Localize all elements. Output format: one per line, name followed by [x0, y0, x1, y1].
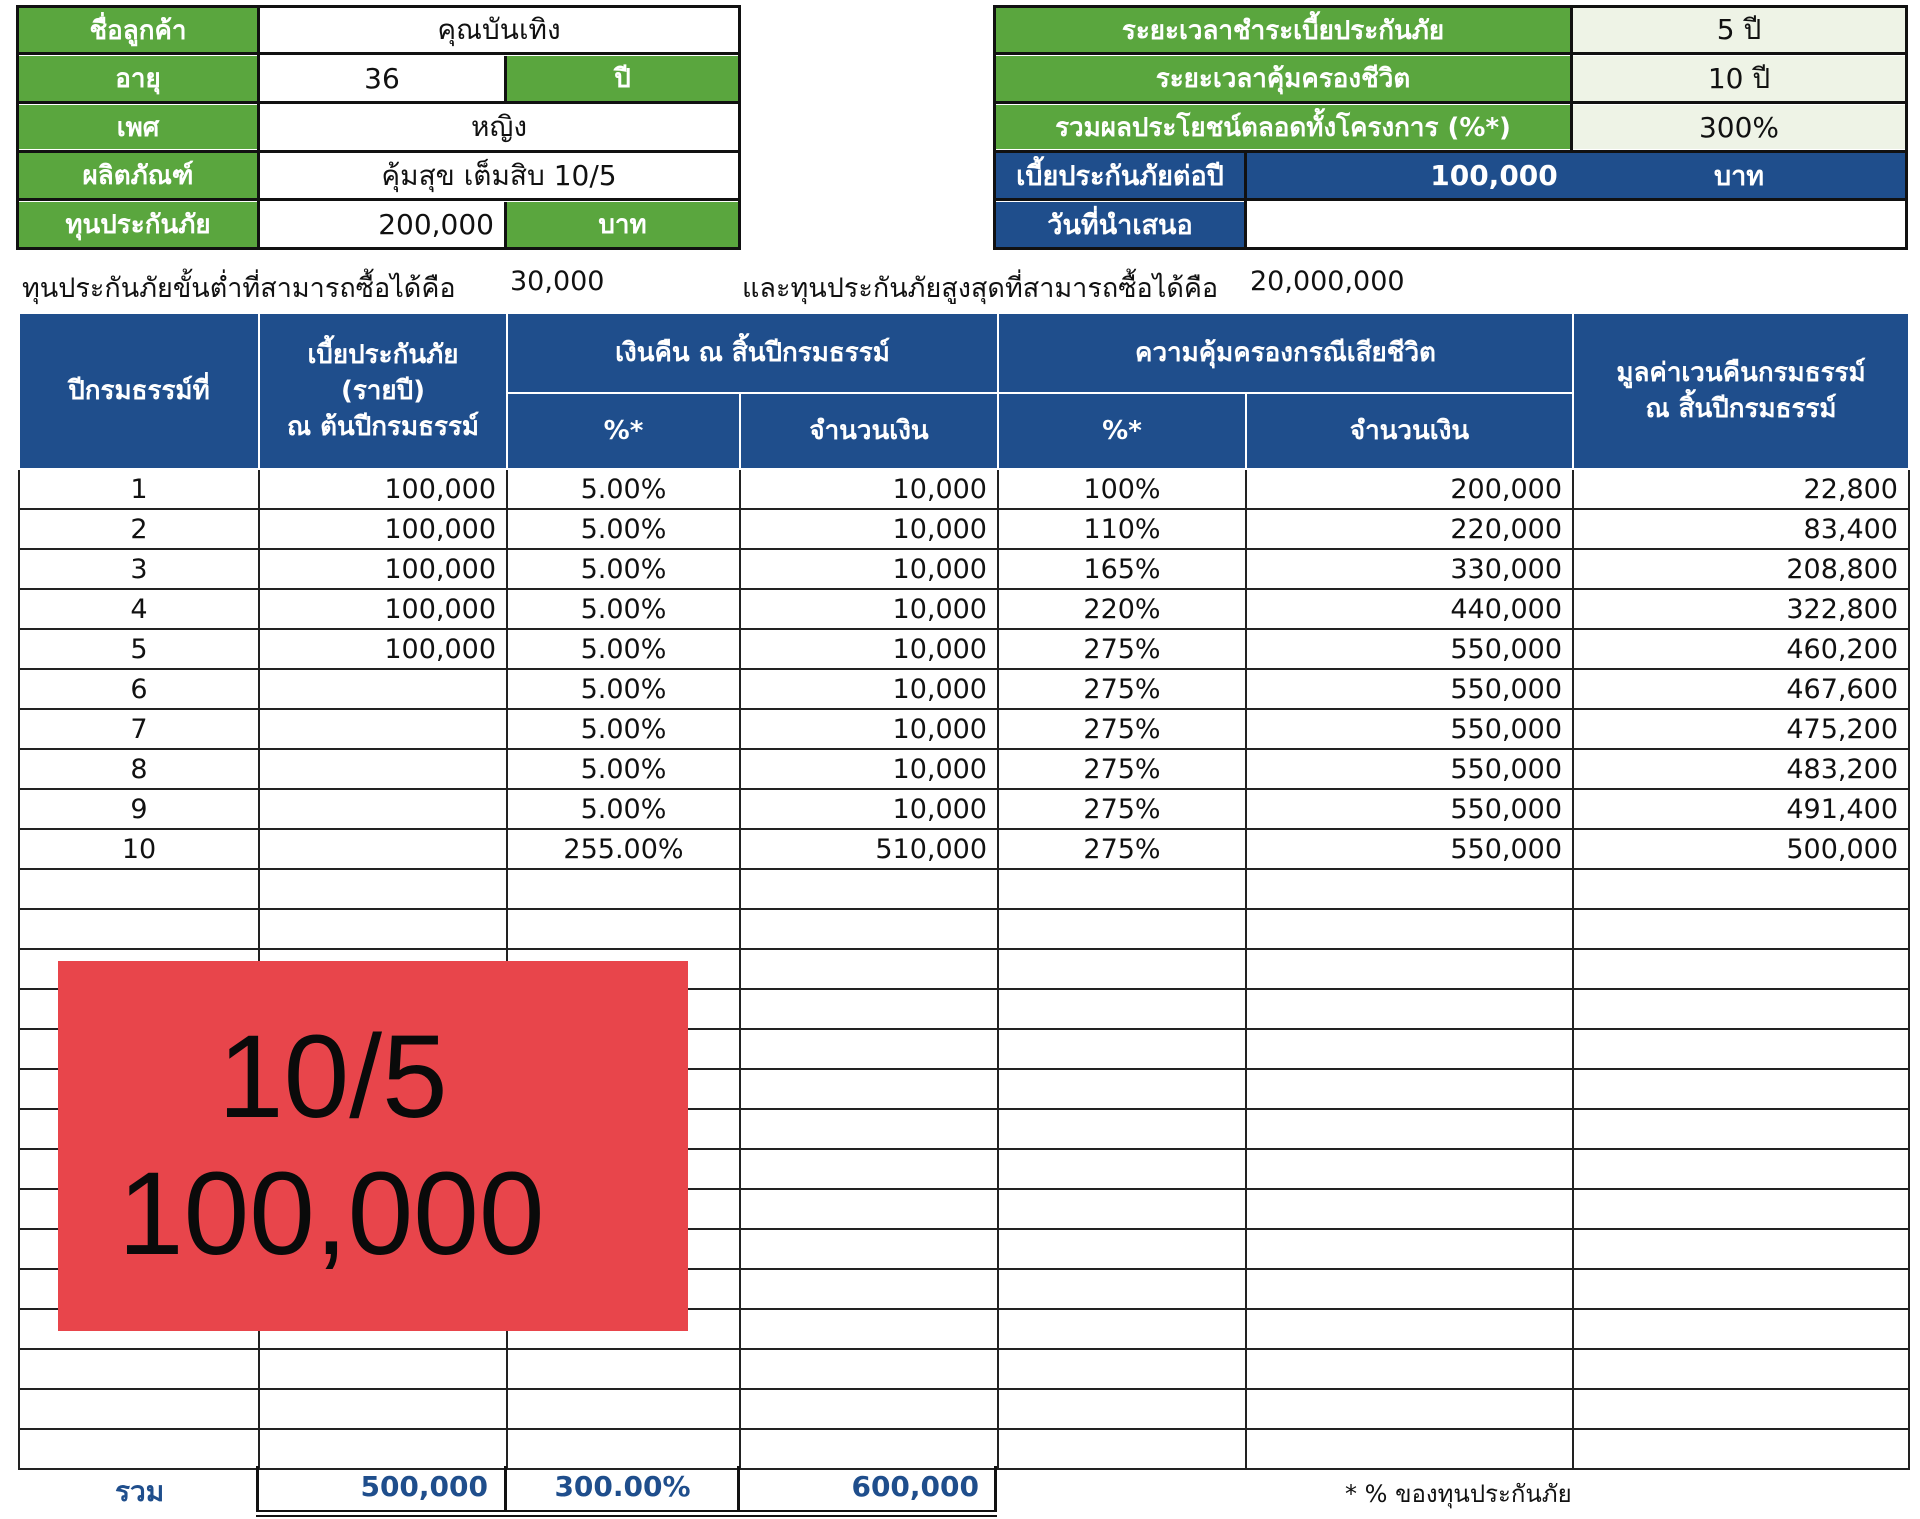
min-sum-label: ทุนประกันภัยขั้นต่ำที่สามารถซื้อได้คือ [22, 273, 456, 304]
cell-death-pct: 275% [998, 829, 1246, 869]
cell-premium: 100,000 [259, 549, 507, 589]
cell-death-pct: 275% [998, 749, 1246, 789]
table-row [19, 789, 1909, 829]
cell-premium: 100,000 [259, 629, 507, 669]
totals-cashback-pct: 300.00% [554, 1470, 691, 1503]
sum-insured-unit: บาท [507, 202, 738, 247]
table-cell-empty [1573, 1309, 1909, 1349]
table-cell-empty [740, 1069, 998, 1109]
cell-cashback-amount: 10,000 [740, 589, 998, 629]
table-cell-empty [507, 909, 740, 949]
cell-premium [259, 669, 507, 709]
cell-cashback-amount: 10,000 [740, 629, 998, 669]
table-cell-empty [19, 1389, 259, 1429]
gender-label: เพศ [19, 105, 257, 149]
cell-cashback-pct: 5.00% [507, 549, 740, 589]
cell-premium: 100,000 [259, 469, 507, 509]
table-row-empty [19, 1349, 1909, 1389]
table-cell-empty [740, 1109, 998, 1149]
table-row [19, 669, 1909, 709]
header-premium-line3: ณ ต้นปีกรมธรรม์ [286, 412, 480, 442]
table-cell-empty [1573, 1029, 1909, 1069]
cell-surrender-value: 475,200 [1573, 709, 1909, 749]
table-cell-empty [998, 1309, 1246, 1349]
cell-death-amount: 550,000 [1246, 629, 1573, 669]
product-label: ผลิตภัณฑ์ [19, 153, 257, 198]
plan-badge-amount: 100,000 [118, 1148, 545, 1280]
table-row [19, 549, 1909, 589]
table-cell-empty [1246, 949, 1573, 989]
cell-death-pct: 165% [998, 549, 1246, 589]
cell-premium [259, 789, 507, 829]
cell-cashback-amount: 10,000 [740, 709, 998, 749]
cell-cashback-pct: 5.00% [507, 469, 740, 509]
customer-name-label: ชื่อลูกค้า [19, 8, 257, 52]
table-cell-empty [259, 1389, 507, 1429]
header-cashback-pct: %* [507, 393, 740, 469]
table-cell-empty [1246, 1349, 1573, 1389]
table-cell-empty [19, 869, 259, 909]
cell-death-pct: 275% [998, 669, 1246, 709]
table-cell-empty [1246, 869, 1573, 909]
annual-premium-value: 100,000 [1247, 153, 1741, 198]
total-benefit-value: 300% [1573, 105, 1905, 149]
cell-year: 5 [19, 629, 259, 669]
table-row [19, 749, 1909, 789]
header-surrender-line1: มูลค่าเวนคืนกรมธรรม์ [1616, 358, 1866, 388]
table-cell-empty [740, 1429, 998, 1469]
sum-insured-label: ทุนประกันภัย [19, 202, 257, 247]
cell-surrender-value: 208,800 [1573, 549, 1909, 589]
cell-surrender-value: 467,600 [1573, 669, 1909, 709]
table-cell-empty [998, 1029, 1246, 1069]
table-cell-empty [998, 989, 1246, 1029]
cell-cashback-amount: 10,000 [740, 749, 998, 789]
table-cell-empty [259, 909, 507, 949]
cell-cashback-pct: 255.00% [507, 829, 740, 869]
cell-premium [259, 829, 507, 869]
table-cell-empty [998, 1429, 1246, 1469]
header-premium-line1: เบี้ยประกันภัย [307, 340, 459, 370]
customer-name-value: คุณบันเทิง [260, 8, 738, 52]
cell-cashback-pct: 5.00% [507, 509, 740, 549]
divider [19, 198, 738, 201]
table-row-empty [19, 909, 1909, 949]
table-cell-empty [1246, 1269, 1573, 1309]
divider [996, 52, 1905, 55]
cell-year: 7 [19, 709, 259, 749]
header-premium [259, 313, 507, 469]
table-row [19, 589, 1909, 629]
table-cell-empty [998, 1269, 1246, 1309]
table-cell-empty [740, 1189, 998, 1229]
cell-year: 9 [19, 789, 259, 829]
header-cashback-amount: จำนวนเงิน [740, 393, 998, 469]
table-cell-empty [740, 869, 998, 909]
table-cell-empty [1573, 909, 1909, 949]
sum-insured-value: 200,000 [260, 202, 504, 247]
table-cell-empty [998, 869, 1246, 909]
cell-surrender-value: 500,000 [1573, 829, 1909, 869]
offer-date-value[interactable] [1247, 202, 1905, 247]
table-cell-empty [740, 1029, 998, 1069]
header-surrender-value [1573, 313, 1909, 469]
table-cell-empty [740, 949, 998, 989]
cell-cashback-pct: 5.00% [507, 589, 740, 629]
divider [257, 8, 260, 247]
cover-period-value: 10 ปี [1573, 56, 1905, 101]
table-cell-empty [1573, 869, 1909, 909]
table-cell-empty [1246, 1189, 1573, 1229]
cell-death-amount: 200,000 [1246, 469, 1573, 509]
cell-premium [259, 749, 507, 789]
divider [994, 1466, 997, 1512]
cell-premium [259, 709, 507, 749]
cell-death-amount: 550,000 [1246, 789, 1573, 829]
header-surrender-line2: ณ สิ้นปีกรมธรรม์ [1645, 394, 1837, 424]
totals-label: รวม [115, 1475, 165, 1508]
pay-period-value: 5 ปี [1573, 8, 1905, 52]
divider [256, 1466, 259, 1512]
age-label: อายุ [19, 56, 257, 101]
table-cell-empty [259, 1349, 507, 1389]
cell-year: 10 [19, 829, 259, 869]
table-row-empty [19, 1429, 1909, 1469]
cell-death-pct: 110% [998, 509, 1246, 549]
table-cell-empty [259, 869, 507, 909]
table-cell-empty [1246, 1149, 1573, 1189]
table-cell-empty [1246, 1069, 1573, 1109]
table-cell-empty [259, 1429, 507, 1469]
cell-year: 4 [19, 589, 259, 629]
cell-year: 1 [19, 469, 259, 509]
table-row [19, 709, 1909, 749]
cell-year: 3 [19, 549, 259, 589]
table-cell-empty [1573, 949, 1909, 989]
table-cell-empty [740, 909, 998, 949]
table-cell-empty [998, 1149, 1246, 1189]
table-cell-empty [1573, 1269, 1909, 1309]
cell-premium: 100,000 [259, 509, 507, 549]
table-row [19, 629, 1909, 669]
pay-period-label: ระยะเวลาชำระเบี้ยประกันภัย [996, 8, 1570, 52]
divider [504, 1466, 507, 1512]
cell-cashback-amount: 510,000 [740, 829, 998, 869]
cell-cashback-pct: 5.00% [507, 749, 740, 789]
table-cell-empty [1573, 1189, 1909, 1229]
table-row [19, 509, 1909, 549]
table-cell-empty [998, 949, 1246, 989]
cell-death-amount: 550,000 [1246, 829, 1573, 869]
divider [504, 202, 507, 247]
cell-death-amount: 330,000 [1246, 549, 1573, 589]
table-cell-empty [998, 1389, 1246, 1429]
table-cell-empty [740, 989, 998, 1029]
table-cell-empty [1573, 1109, 1909, 1149]
table-cell-empty [1246, 1389, 1573, 1429]
divider [996, 198, 1905, 201]
table-cell-empty [1246, 909, 1573, 949]
footnote: * % ของทุนประกันภัย [1345, 1480, 1572, 1508]
cell-death-amount: 550,000 [1246, 669, 1573, 709]
annual-premium-unit: บาท [1573, 153, 1905, 198]
table-cell-empty [1246, 1229, 1573, 1269]
table-row [19, 469, 1909, 509]
max-sum-value: 20,000,000 [1250, 266, 1405, 297]
cell-surrender-value: 483,200 [1573, 749, 1909, 789]
cell-surrender-value: 322,800 [1573, 589, 1909, 629]
table-cell-empty [998, 1229, 1246, 1269]
cell-cashback-pct: 5.00% [507, 789, 740, 829]
cell-death-pct: 220% [998, 589, 1246, 629]
age-unit: ปี [507, 56, 738, 101]
header-death-pct: %* [998, 393, 1246, 469]
table-row-empty [19, 1389, 1909, 1429]
header-cashback: เงินคืน ณ สิ้นปีกรมธรรม์ [507, 313, 998, 393]
header-year: ปีกรมธรรม์ที่ [19, 313, 259, 469]
table-cell-empty [740, 1349, 998, 1389]
table-cell-empty [998, 909, 1246, 949]
cell-death-pct: 100% [998, 469, 1246, 509]
table-cell-empty [740, 1309, 998, 1349]
table-cell-empty [998, 1349, 1246, 1389]
cell-surrender-value: 460,200 [1573, 629, 1909, 669]
divider [996, 101, 1905, 104]
cell-surrender-value: 491,400 [1573, 789, 1909, 829]
table-cell-empty [1246, 1109, 1573, 1149]
cell-death-pct: 275% [998, 789, 1246, 829]
cell-cashback-pct: 5.00% [507, 669, 740, 709]
cell-death-pct: 275% [998, 709, 1246, 749]
table-cell-empty [1573, 1229, 1909, 1269]
cell-surrender-value: 22,800 [1573, 469, 1909, 509]
plan-badge [58, 961, 688, 1331]
total-benefit-label: รวมผลประโยชน์ตลอดทั้งโครงการ (%*) [996, 105, 1570, 149]
double-underline [256, 1510, 997, 1512]
annual-premium-label: เบี้ยประกันภัยต่อปี [996, 153, 1244, 198]
table-cell-empty [1573, 1429, 1909, 1469]
divider [19, 52, 738, 55]
table-cell-empty [998, 1189, 1246, 1229]
table-cell-empty [1573, 989, 1909, 1029]
table-cell-empty [1573, 1069, 1909, 1109]
table-cell-empty [507, 869, 740, 909]
min-sum-value: 30,000 [510, 266, 605, 297]
table-cell-empty [998, 1069, 1246, 1109]
table-row [19, 829, 1909, 869]
divider [19, 150, 738, 153]
totals-cashback-amount: 600,000 [851, 1470, 979, 1503]
header-death-benefit: ความคุ้มครองกรณีเสียชีวิต [998, 313, 1573, 393]
offer-date-label: วันที่นำเสนอ [996, 202, 1244, 247]
cell-year: 6 [19, 669, 259, 709]
table-cell-empty [1573, 1389, 1909, 1429]
table-cell-empty [998, 1109, 1246, 1149]
gender-value: หญิง [260, 105, 738, 149]
cell-year: 8 [19, 749, 259, 789]
cell-cashback-amount: 10,000 [740, 789, 998, 829]
table-cell-empty [19, 1429, 259, 1469]
header-death-amount: จำนวนเงิน [1246, 393, 1573, 469]
product-value: คุ้มสุข เต็มสิบ 10/5 [260, 153, 738, 198]
table-cell-empty [1246, 1429, 1573, 1469]
cell-surrender-value: 83,400 [1573, 509, 1909, 549]
table-cell-empty [740, 1269, 998, 1309]
cell-death-pct: 275% [998, 629, 1246, 669]
cell-cashback-amount: 10,000 [740, 469, 998, 509]
table-cell-empty [1246, 989, 1573, 1029]
cell-cashback-amount: 10,000 [740, 669, 998, 709]
cell-death-amount: 550,000 [1246, 709, 1573, 749]
cell-cashback-amount: 10,000 [740, 509, 998, 549]
table-cell-empty [1573, 1349, 1909, 1389]
table-cell-empty [1573, 1149, 1909, 1189]
cell-death-amount: 550,000 [1246, 749, 1573, 789]
table-cell-empty [1246, 1029, 1573, 1069]
table-cell-empty [740, 1389, 998, 1429]
cell-death-amount: 220,000 [1246, 509, 1573, 549]
cell-year: 2 [19, 509, 259, 549]
table-cell-empty [740, 1229, 998, 1269]
max-sum-label: และทุนประกันภัยสูงสุดที่สามารถซื้อได้คือ [742, 273, 1219, 304]
cell-death-amount: 440,000 [1246, 589, 1573, 629]
table-cell-empty [507, 1349, 740, 1389]
cell-cashback-pct: 5.00% [507, 629, 740, 669]
divider [996, 150, 1905, 153]
table-row-empty [19, 869, 1909, 909]
divider [504, 56, 507, 101]
table-cell-empty [507, 1389, 740, 1429]
divider [1244, 153, 1247, 247]
divider [737, 1466, 740, 1512]
table-cell-empty [507, 1429, 740, 1469]
table-cell-empty [740, 1149, 998, 1189]
double-underline [256, 1515, 997, 1517]
totals-premium: 500,000 [360, 1470, 488, 1503]
cover-period-label: ระยะเวลาคุ้มครองชีวิต [996, 56, 1570, 101]
age-value: 36 [260, 56, 504, 101]
cell-cashback-amount: 10,000 [740, 549, 998, 589]
cell-premium: 100,000 [259, 589, 507, 629]
plan-badge-plan: 10/5 [218, 1011, 448, 1143]
table-cell-empty [1246, 1309, 1573, 1349]
table-cell-empty [19, 1349, 259, 1389]
divider [1570, 8, 1573, 150]
divider [19, 101, 738, 104]
header-premium-line2: (รายปี) [340, 376, 426, 406]
table-cell-empty [19, 909, 259, 949]
cell-cashback-pct: 5.00% [507, 709, 740, 749]
